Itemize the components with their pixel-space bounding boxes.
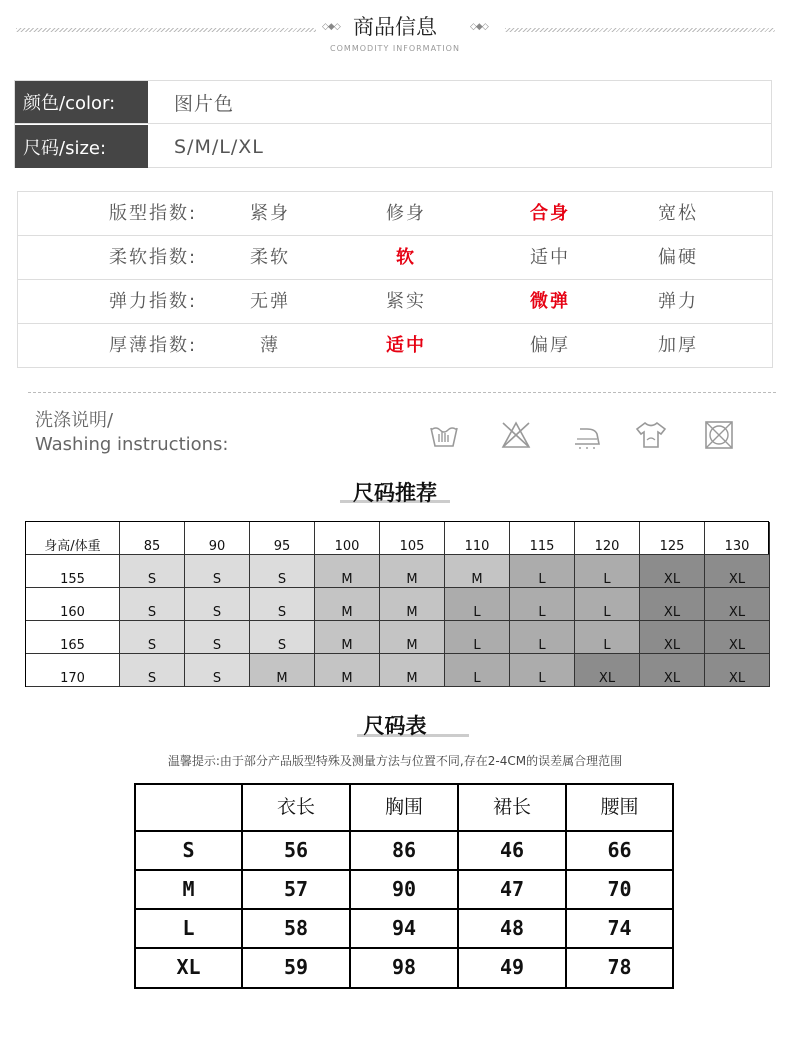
chart-value: 46 xyxy=(459,832,567,871)
chart-column-header: 裙长 xyxy=(459,785,567,832)
measurement-tip: 温馨提示:由于部分产品版型特殊及测量方法与位置不同,存在2-4CM的误差属合理范围 xyxy=(167,754,623,768)
index-row xyxy=(18,280,772,324)
chart-column-header: 衣长 xyxy=(243,785,351,832)
size-cell: S xyxy=(120,654,185,687)
index-option-selected: 软 xyxy=(396,247,416,268)
color-label: 颜色/color: xyxy=(15,81,148,123)
color-value: 图片色 xyxy=(174,92,235,115)
washing-title-cn: 洗涤说明/ xyxy=(35,410,114,431)
index-option: 修身 xyxy=(386,203,426,224)
size-recommend-table xyxy=(25,521,769,687)
weight-header: 100 xyxy=(315,522,380,555)
size-cell: S xyxy=(250,555,315,588)
size-value: S/M/L/XL xyxy=(174,135,264,158)
size-cell: S xyxy=(120,588,185,621)
chart-value: 74 xyxy=(567,910,672,949)
chart-value: 94 xyxy=(351,910,459,949)
size-cell: L xyxy=(445,588,510,621)
index-option-selected: 适中 xyxy=(386,335,426,356)
index-option: 加厚 xyxy=(658,335,698,356)
chart-size-label: S xyxy=(136,832,243,871)
weight-header: 110 xyxy=(445,522,510,555)
index-label: 柔软指数: xyxy=(108,247,198,268)
size-cell: S xyxy=(185,621,250,654)
index-option: 适中 xyxy=(530,247,570,268)
size-cell: XL xyxy=(640,654,705,687)
index-option: 宽松 xyxy=(658,203,698,224)
height-header: 165 xyxy=(26,621,120,654)
chart-column-header: 胸围 xyxy=(351,785,459,832)
size-recommend-title: 尺码推荐 xyxy=(353,481,437,505)
size-cell: M xyxy=(380,555,445,588)
hand-wash-icon xyxy=(428,420,460,450)
size-cell: L xyxy=(510,588,575,621)
index-label: 厚薄指数: xyxy=(108,335,198,356)
size-cell: L xyxy=(575,588,640,621)
index-option: 偏厚 xyxy=(530,335,570,356)
weight-header: 125 xyxy=(640,522,705,555)
recommend-corner-header: 身高/体重 xyxy=(26,522,120,555)
size-cell: M xyxy=(315,654,380,687)
size-cell: XL xyxy=(705,621,770,654)
weight-header: 115 xyxy=(510,522,575,555)
size-cell: S xyxy=(120,555,185,588)
size-cell: S xyxy=(185,555,250,588)
product-info-box xyxy=(14,80,772,168)
chart-value: 48 xyxy=(459,910,567,949)
chart-value: 47 xyxy=(459,871,567,910)
size-cell: M xyxy=(250,654,315,687)
size-cell: L xyxy=(445,654,510,687)
height-header: 160 xyxy=(26,588,120,621)
size-cell: XL xyxy=(640,555,705,588)
index-option: 弹力 xyxy=(658,291,698,312)
index-label: 版型指数: xyxy=(108,203,198,224)
size-cell: M xyxy=(315,621,380,654)
chart-value: 70 xyxy=(567,871,672,910)
chart-value: 56 xyxy=(243,832,351,871)
chart-value: 98 xyxy=(351,949,459,987)
size-chart-table xyxy=(134,783,674,989)
size-cell: XL xyxy=(705,555,770,588)
fabric-index-table xyxy=(17,191,773,368)
weight-header: 85 xyxy=(120,522,185,555)
size-cell: L xyxy=(575,555,640,588)
size-cell: XL xyxy=(705,654,770,687)
weight-header: 95 xyxy=(250,522,315,555)
size-cell: L xyxy=(510,621,575,654)
index-option: 柔软 xyxy=(250,247,290,268)
size-cell: XL xyxy=(575,654,640,687)
chart-column-header xyxy=(136,785,243,832)
iron-icon xyxy=(571,420,603,450)
size-cell: L xyxy=(510,654,575,687)
size-cell: XL xyxy=(705,588,770,621)
chart-size-label: M xyxy=(136,871,243,910)
page-title: 商品信息 xyxy=(353,15,437,39)
chart-value: 58 xyxy=(243,910,351,949)
washing-title-en: Washing instructions: xyxy=(35,434,229,455)
size-chart-title: 尺码表 xyxy=(363,714,427,738)
size-cell: L xyxy=(510,555,575,588)
weight-header: 120 xyxy=(575,522,640,555)
size-cell: M xyxy=(445,555,510,588)
info-row-color xyxy=(15,81,771,124)
size-cell: S xyxy=(250,588,315,621)
washing-title xyxy=(35,409,229,457)
size-cell: S xyxy=(185,654,250,687)
index-option: 无弹 xyxy=(250,291,290,312)
page-subtitle: COMMODITY INFORMATION xyxy=(330,44,460,53)
no-bleach-icon xyxy=(500,420,532,450)
chart-value: 57 xyxy=(243,871,351,910)
height-header: 155 xyxy=(26,555,120,588)
size-label: 尺码/size: xyxy=(15,125,148,168)
section-divider xyxy=(28,392,776,393)
size-cell: L xyxy=(575,621,640,654)
index-row xyxy=(18,192,772,236)
chart-size-label: L xyxy=(136,910,243,949)
header-deco-left: ◇◆◇ xyxy=(322,22,340,32)
size-cell: M xyxy=(315,588,380,621)
no-tumble-dry-icon xyxy=(704,420,734,450)
chart-size-label: XL xyxy=(136,949,243,987)
index-option-selected: 微弹 xyxy=(530,291,570,312)
weight-header: 90 xyxy=(185,522,250,555)
size-cell: S xyxy=(120,621,185,654)
hang-dry-icon xyxy=(634,420,668,450)
size-cell: S xyxy=(185,588,250,621)
size-cell: M xyxy=(315,555,380,588)
chart-value: 90 xyxy=(351,871,459,910)
index-row xyxy=(18,236,772,280)
height-header: 170 xyxy=(26,654,120,687)
weight-header: 130 xyxy=(705,522,770,555)
chart-column-header: 腰围 xyxy=(567,785,672,832)
index-option: 紧实 xyxy=(386,291,426,312)
header-deco-right: ◇◆◇ xyxy=(470,22,488,32)
size-cell: L xyxy=(445,621,510,654)
chart-value: 49 xyxy=(459,949,567,987)
info-row-size xyxy=(15,125,771,168)
chart-value: 66 xyxy=(567,832,672,871)
chart-value: 59 xyxy=(243,949,351,987)
size-cell: S xyxy=(250,621,315,654)
chart-value: 78 xyxy=(607,955,632,979)
index-label: 弹力指数: xyxy=(108,291,198,312)
index-option-selected: 合身 xyxy=(530,203,570,224)
index-option: 薄 xyxy=(260,335,280,356)
size-cell: XL xyxy=(640,621,705,654)
size-cell: M xyxy=(380,588,445,621)
index-option: 偏硬 xyxy=(658,247,698,268)
index-option: 紧身 xyxy=(250,203,290,224)
size-cell: M xyxy=(380,621,445,654)
weight-header: 105 xyxy=(380,522,445,555)
size-cell: XL xyxy=(640,588,705,621)
size-cell: M xyxy=(380,654,445,687)
index-row xyxy=(18,324,772,368)
chart-value: 86 xyxy=(351,832,459,871)
